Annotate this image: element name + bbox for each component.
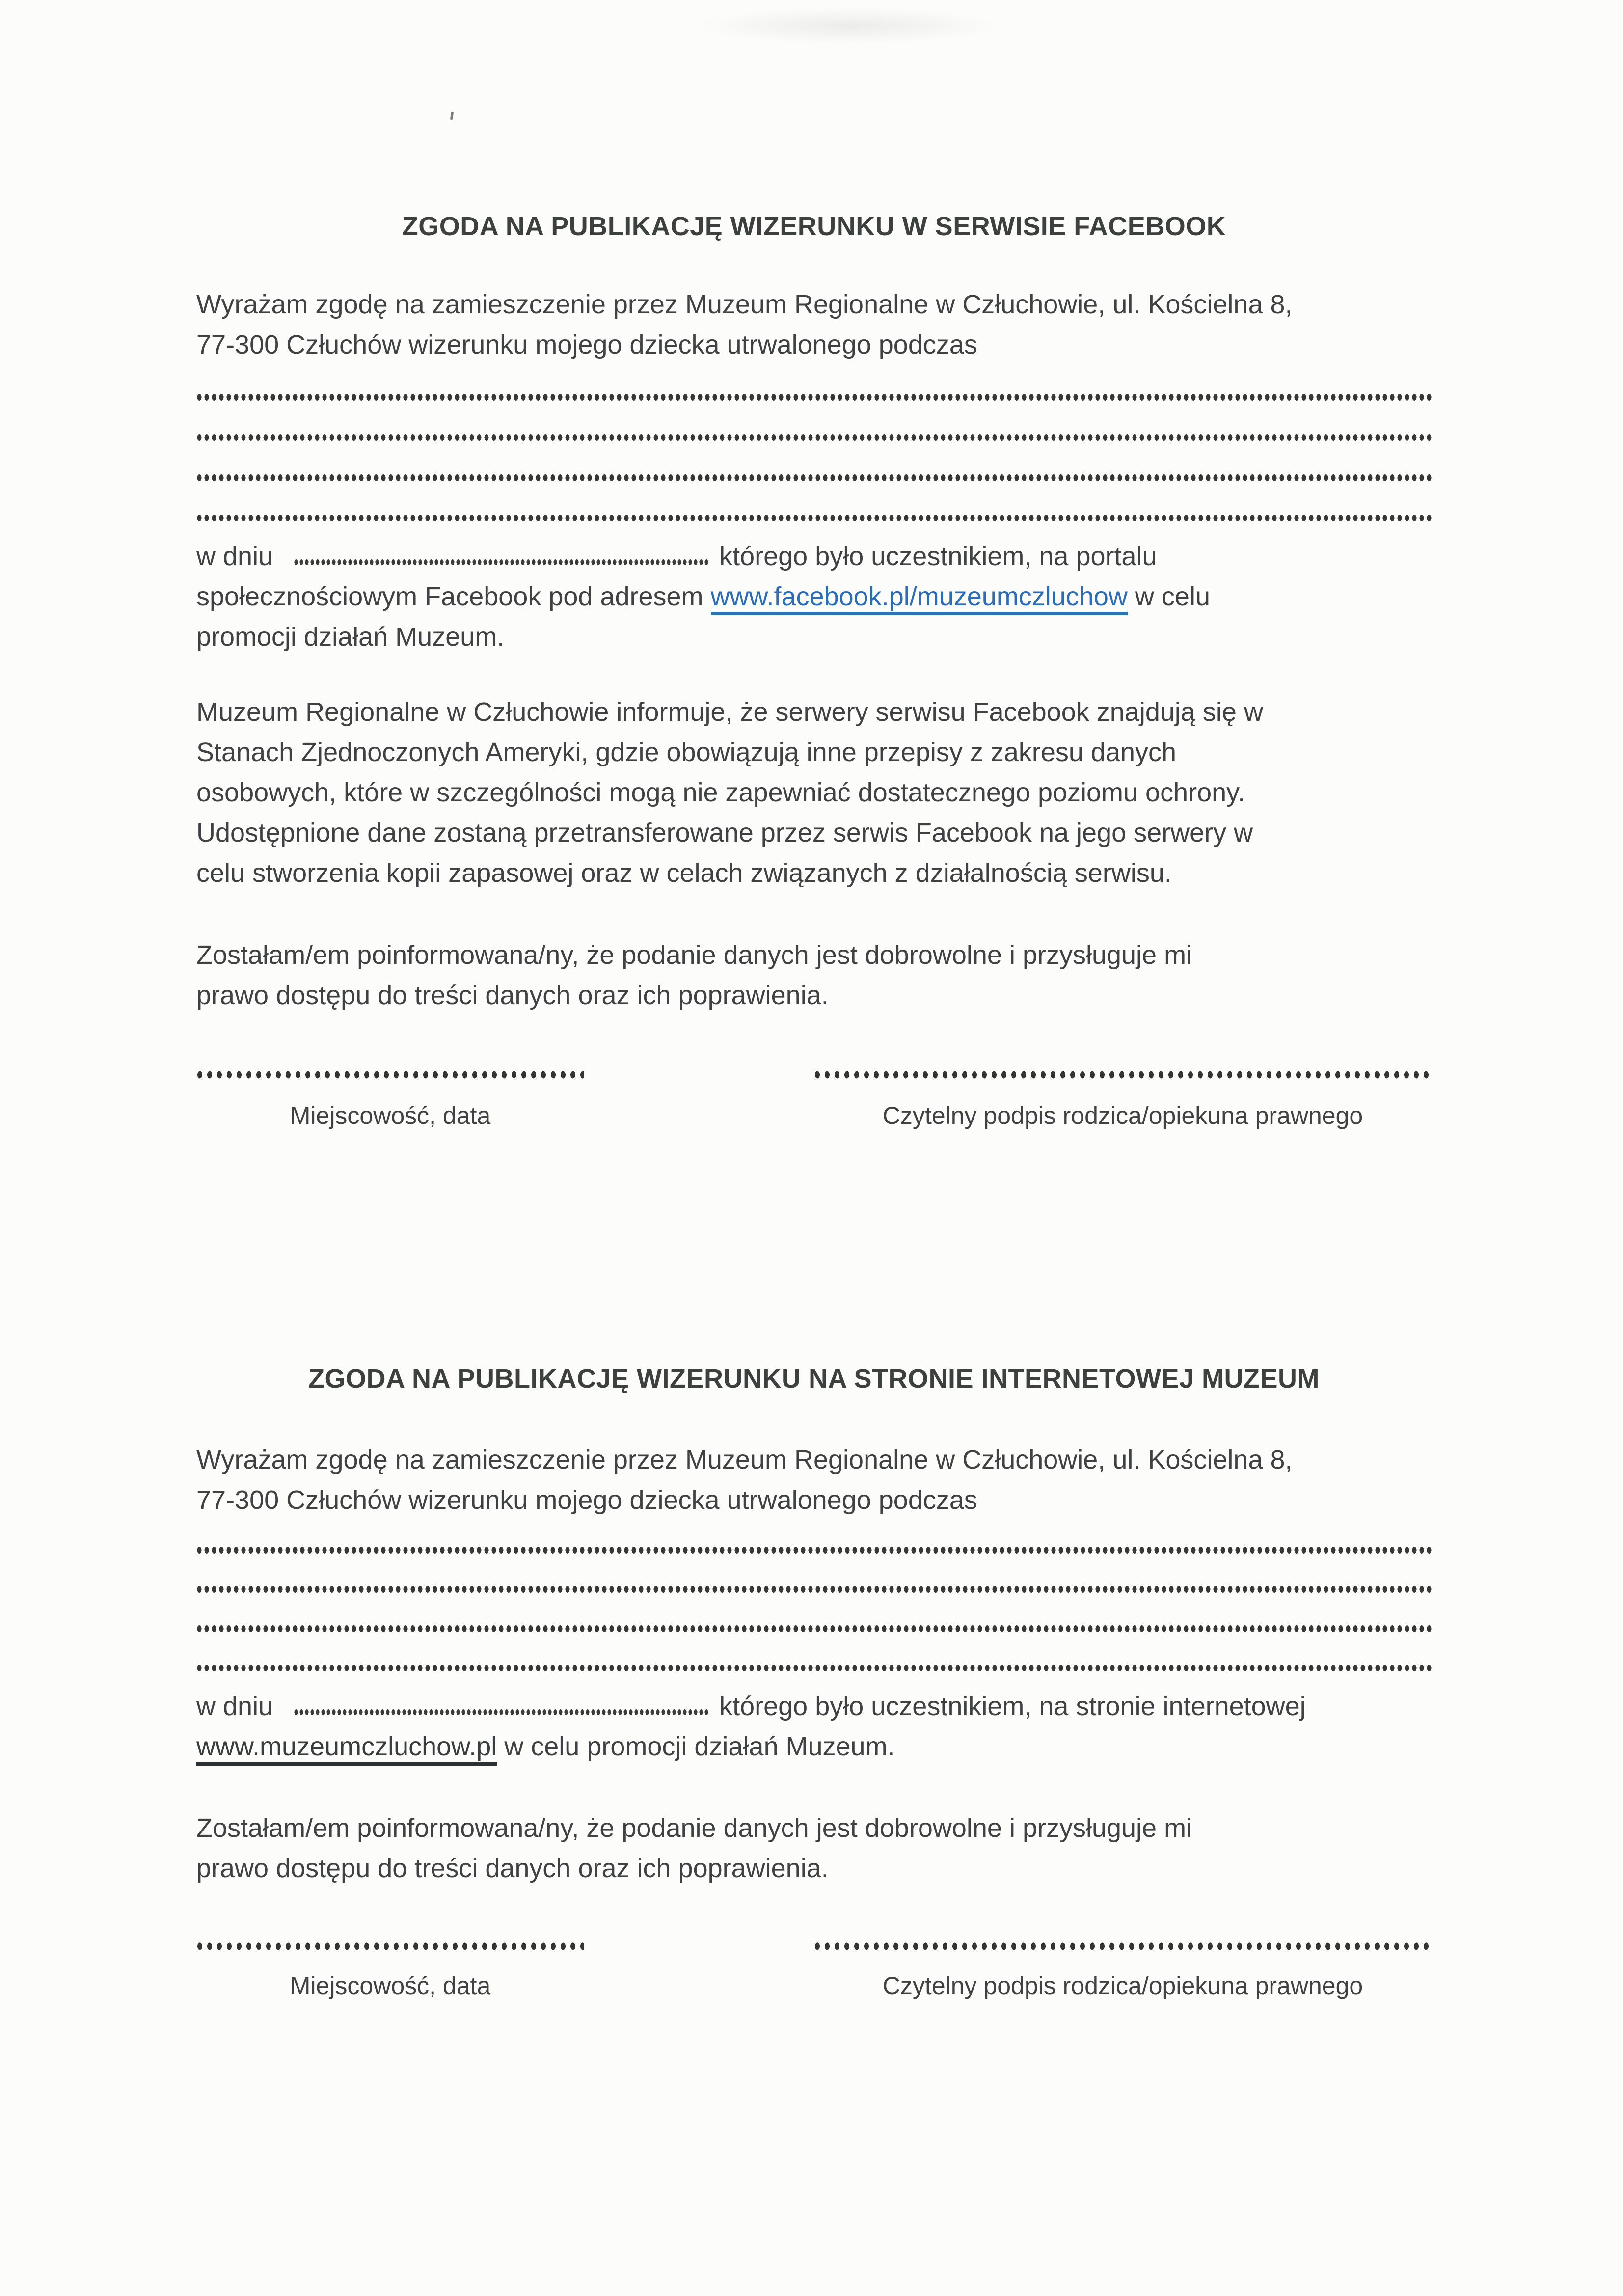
facebook-info-line: celu stworzenia kopii zapasowej oraz w celach związanych z działalnością serwisu. [196,858,1172,888]
parent-signature-line [814,1942,1432,1951]
website-line-text: w celu promocji działań Muzeum. [504,1732,895,1761]
facebook-info-line: Stanach Zjednoczonych Ameryki, gdzie obowiązują inne przepisy z zakresu danych [196,738,1177,767]
facebook-section-title: ZGODA NA PUBLIKACJĘ WIZERUNKU W SERWISIE FACEBOOK [402,212,1226,241]
portal-line-text: społecznościowym Facebook pod adresem [196,582,703,611]
date-line-suffix: którego było uczestnikiem, na stronie internetowej [719,1692,1306,1721]
place-date-label: Miejscowość, data [290,1102,491,1129]
place-date-signature-line [196,1942,584,1951]
parent-signature-line [814,1070,1432,1079]
website-link-line [196,1729,1432,1764]
parent-signature-label: Czytelny podpis rodzica/opiekuna prawnego [882,1102,1363,1129]
place-date-signature-line [196,1070,584,1079]
facebook-date-line [196,539,1432,574]
website-intro-line: Wyrażam zgodę na zamieszczenie przez Muzeum Regionalne w Człuchowie, ul. Kościelna 8, [196,1445,1293,1475]
scan-artifact-smudge [697,7,1001,44]
facebook-info-line: Udostępnione dane zostaną przetransferowane przez serwis Facebook na jego serwery w [196,818,1253,847]
date-line-prefix: w dniu [196,1692,273,1721]
facebook-intro-line: 77-300 Człuchów wizerunku mojego dziecka utrwalonego podczas [196,330,977,359]
fill-in-dotted-line [196,514,1432,522]
facebook-info-line: Muzeum Regionalne w Człuchowie informuje, że serwery serwisu Facebook znajdują się w [196,697,1263,727]
place-date-label: Miejscowość, data [290,1972,491,1999]
facebook-consent-line: prawo dostępu do treści danych oraz ich poprawienia. [196,981,829,1010]
portal-line-text: w celu [1135,582,1210,611]
fill-in-dotted-line [196,393,1432,401]
website-intro-line: 77-300 Człuchów wizerunku mojego dziecka utrwalonego podczas [196,1485,977,1515]
date-line-suffix: którego było uczestnikiem, na portalu [719,542,1157,571]
website-date-line [196,1689,1432,1723]
facebook-page-link[interactable]: www.facebook.pl/muzeumczluchow [711,582,1128,615]
parent-signature-label: Czytelny podpis rodzica/opiekuna prawnego [882,1972,1363,1999]
fill-in-dotted-line [196,433,1432,441]
facebook-portal-line [196,579,1432,614]
fill-in-dotted-line [196,473,1432,482]
date-fill-in-dots [294,559,708,565]
facebook-consent-line: Zostałam/em poinformowana/ny, że podanie danych jest dobrowolne i przysługuje mi [196,940,1192,970]
fill-in-dotted-line [196,1664,1432,1672]
fill-in-dotted-line [196,1624,1432,1633]
website-section-title: ZGODA NA PUBLIKACJĘ WIZERUNKU NA STRONIE INTERNETOWEJ MUZEUM [308,1364,1320,1394]
date-line-prefix: w dniu [196,542,273,571]
scan-artifact-speck [450,112,454,120]
facebook-intro-line: Wyrażam zgodę na zamieszczenie przez Muzeum Regionalne w Człuchowie, ul. Kościelna 8, [196,290,1293,319]
facebook-info-line: osobowych, które w szczególności mogą nie zapewniać dostatecznego poziomu ochrony. [196,778,1245,807]
website-consent-line: Zostałam/em poinformowana/ny, że podanie danych jest dobrowolne i przysługuje mi [196,1813,1192,1843]
website-consent-line: prawo dostępu do treści danych oraz ich poprawienia. [196,1854,829,1883]
fill-in-dotted-line [196,1585,1432,1593]
museum-website-link[interactable]: www.muzeumczluchow.pl [196,1732,497,1766]
date-fill-in-dots [294,1709,708,1715]
fill-in-dotted-line [196,1546,1432,1554]
facebook-portal-line-end: promocji działań Muzeum. [196,622,505,652]
